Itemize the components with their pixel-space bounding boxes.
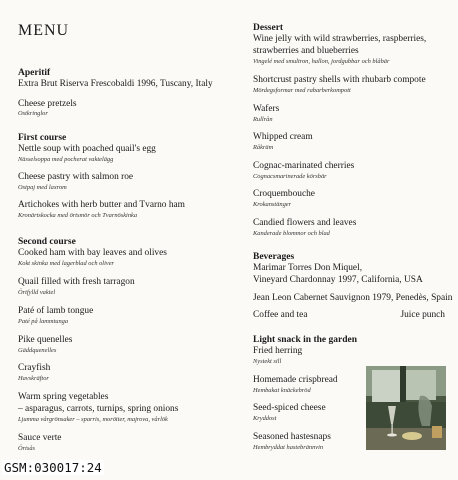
menu-item-translation: Paté på lammtunga <box>18 318 69 325</box>
menu-item-name: Croquembouche <box>253 189 315 199</box>
snack-heading: Light snack in the garden <box>253 335 357 345</box>
menu-item-translation: Kronärtskocka med örtsmör och Tvarnöskinka <box>18 212 138 219</box>
menu-item-translation: Nystekt sill <box>253 358 282 365</box>
beverage-punch: Juice punch <box>400 310 445 320</box>
menu-item-translation: Ostkringlor <box>18 110 48 117</box>
menu-item-translation: Cognacsmarinerade körsbär <box>253 173 327 180</box>
menu-item-name: Quail filled with fresh tarragon <box>18 277 135 287</box>
menu-item-translation: Hembakat knäckebröd <box>253 387 311 394</box>
beverage-coffee: Coffee and tea <box>253 310 308 320</box>
menu-item-translation: Nässelsoppa med pocherat vaktelägg <box>18 156 114 163</box>
menu-item-translation: Havskräftor <box>18 375 49 382</box>
beverage-line: Vineyard Chardonnay 1997, California, USA <box>253 275 423 285</box>
menu-item-name: Cheese pastry with salmon roe <box>18 172 134 182</box>
menu-item-translation: Råkräm <box>253 144 274 151</box>
menu-item-name: Nettle soup with poached quail's egg <box>18 144 156 154</box>
menu-item-translation: Vingelé med smultron, hallon, jordgubbar och blåbär <box>253 58 390 65</box>
menu-title: MENU <box>18 22 70 39</box>
menu-item-name: Paté of lamb tongue <box>18 306 94 316</box>
menu-item-name-cont: strawberries and blueberries <box>253 46 359 56</box>
menu-item-name: Shortcrust pastry shells with rhubarb compote <box>253 75 426 85</box>
beverages-heading: Beverages <box>253 252 295 262</box>
menu-item-name: Pike quenelles <box>18 335 73 345</box>
catalog-stamp: GSM:030017:24 <box>4 460 102 475</box>
menu-item-name-cont: – asparagus, carrots, turnips, spring onions <box>18 404 179 414</box>
menu-item-translation: Gäddquenelles <box>18 347 57 354</box>
menu-item-translation: Örtsås <box>18 445 36 452</box>
menu-item-translation: Kryddost <box>253 415 277 422</box>
menu-item-translation: Hembryddat hastebrännvin <box>253 444 324 451</box>
menu-item-translation: Örtfylld vaktel <box>18 289 56 296</box>
menu-item-translation: Rullrån <box>253 116 273 123</box>
menu-item-name: Cognac-marinated cherries <box>253 161 355 171</box>
menu-item-name: Wine jelly with wild strawberries, raspberries, <box>253 34 427 44</box>
menu-item-translation: Krokanstänger <box>253 201 292 208</box>
menu-item-translation: Ljumma vårgrönsaker – sparris, morötter, majrova, vårlök <box>18 416 168 423</box>
menu-item-name: Artichokes with herb butter and Tvarno ham <box>18 200 185 210</box>
menu-item-translation: Kanderade blommor och blad <box>253 230 330 237</box>
beverage-line: Marimar Torres Don Miquel, <box>253 263 363 273</box>
beverage-line: Jean Leon Cabernet Sauvignon 1979, Penedès, Spain <box>253 293 453 303</box>
menu-item-name: Fried herring <box>253 346 303 356</box>
menu-item-name: Whipped cream <box>253 132 313 142</box>
menu-item-name: Candied flowers and leaves <box>253 218 357 228</box>
menu-item-name: Wafers <box>253 104 280 114</box>
aperitif-heading: Aperitif <box>18 68 51 78</box>
menu-item-name: Seasoned hastesnaps <box>253 432 331 442</box>
garden-photo <box>366 366 446 450</box>
first-course-heading: First course <box>18 133 67 143</box>
menu-item-name: Warm spring vegetables <box>18 392 109 402</box>
menu-item-name: Homemade crispbread <box>253 375 338 385</box>
menu-item-name: Seed-spiced cheese <box>253 403 326 413</box>
menu-item-name: Cooked ham with bay leaves and olives <box>18 248 167 258</box>
second-course-heading: Second course <box>18 237 76 247</box>
menu-item-name: Crayfish <box>18 363 51 373</box>
menu-item-translation: Kokt skinka med lagerblad och oliver <box>18 260 115 267</box>
menu-item-name: Cheese pretzels <box>18 99 77 109</box>
menu-item-translation: Ostpaj med laxrom <box>18 184 67 191</box>
dessert-heading: Dessert <box>253 23 284 33</box>
menu-item-name: Sauce verte <box>18 433 62 443</box>
menu-item-translation: Mördegsformar med rabarberkompott <box>253 87 351 94</box>
beverage-row <box>253 310 445 321</box>
menu-item-name: Extra Brut Riserva Frescobaldi 1996, Tuscany, Italy <box>18 79 213 89</box>
